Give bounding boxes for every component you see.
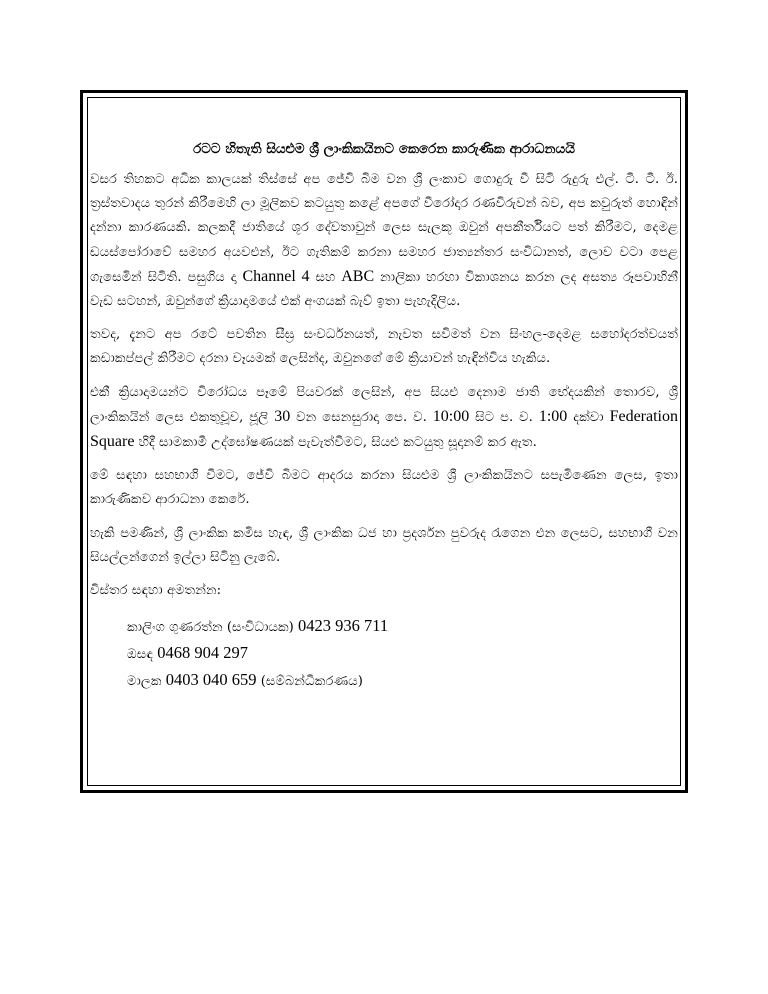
text-run: හිදී සාමකාමී උද්ඝෝෂණයක් පැවැත්වීමට, සියළු කටයුතු සූදානම් කර ඇත. bbox=[134, 435, 537, 451]
body-paragraph bbox=[90, 168, 678, 314]
more-info-label: විස්තර සඳහා අමතන්න: bbox=[90, 583, 222, 599]
text-run: එකී ක්‍රියාදාමයන්ට විරෝධය පෑමේ පියවරක් ලෙසින්, අප සියළු දෙනාම ජාති භේදයකින් තොරව, ශ්‍රී ලාංකිකයින් ලෙස එකතුවූව, ජූලි bbox=[90, 384, 678, 425]
contact-name: ඔසඳ bbox=[127, 647, 153, 663]
text-run: මේ සඳහා සහභාගි වීමට, ජේවි බිමට ආදරය කරනා සියළුම ශ්‍රී ලාංකිකයිනට සපැමිණෙන ලෙස, ඉතා කාරුණිකව ආරාධනා කෙරේ. bbox=[90, 468, 678, 508]
text-run: තවද, දැනට අප රටේ පවතින සීඝ්‍ර සංවර්ධනයත්, නැවත සවිමත් වන සිංහල-දෙමළ සහෝදරත්වයත් කඩාකප්පල් කිරීමට දරනා වෑයමක් ලෙසින්ද, ඔවුනගේ මේ ක්‍රියාවන් හැඳින්විය හැකිය. bbox=[90, 327, 678, 367]
latin-text-run: Federation Square bbox=[90, 407, 678, 451]
notice-title: රටට හිතැති සියළුම ශ්‍රී ලාංකිකයිනට කෙරෙන කාරුණික ආරාධනයයි bbox=[193, 141, 575, 157]
latin-text-run: 10:00 bbox=[432, 407, 470, 425]
latin-text-run: ABC bbox=[341, 267, 375, 285]
body-paragraph bbox=[90, 381, 678, 456]
latin-text-run: 1:00 bbox=[538, 407, 568, 425]
contact-phone: 0423 936 711 bbox=[298, 616, 389, 636]
text-run: සිට ප. ව. bbox=[469, 409, 539, 425]
text-run: හැකි පමණින්, ශ්‍රී ලාංකික කමිස හැඳ, ශ්‍රී ලාංකික ධජ හා ප්‍රදර්ශන පුවරුද රැගෙන එන ලෙසට, සහභාගී වන සියල්ලන්ගෙන් ඉල්ලා සිටිනු ලැබේ. bbox=[90, 525, 678, 565]
contact-name: මාලක bbox=[127, 674, 162, 690]
text-run: සහ bbox=[309, 269, 342, 285]
text-run: නාලිකා හරහා විකාශනය කරන ලද අසත්‍ය රූපවාහිනී වැඩ සටහන්, ඔවුන්ගේ ක්‍රියාදාමයේ එක් අංගයක් බැව් ඉතා පැහැදිලිය. bbox=[90, 269, 678, 310]
text-run: වසර තිහකට අධික කාලයක් තිස්සේ අප ජේවි බිම වන ශ්‍රී ලංකාව ගොදුරු වී සිටි රුදුරු එල්. ටී. ටී. ඊ. ත්‍රස්තවාදය තුරන් කිරීමෙහි ලා මූලිකව කටයුතු කළේ අපගේ වීරෝදාර රණවිරුවන් බව, අප කවුරුත් හොඳින් දන්නා කාරණයකි. කලකදී ජාතියේ ශූර දේවතාවුන් ලෙස සැලකූ ඔවුන් අපකීර්තියට පත් කිරීමට, දෙමළ ඩයස්පෝරාවේ සමහර අයවළුන්, ඊට ගැතිකම් කරනා සමහර ජාත්‍යන්තර සංවිධානත්, ලොව වටා පෙළ ගැසෙමින් සිටිති. පසුගිය දා bbox=[90, 172, 678, 285]
contact-role: (සම්බන්ධීකරණය) bbox=[260, 674, 363, 690]
text-run: වන සෙනසුරාදා පෙ. ව. bbox=[290, 409, 433, 425]
notice-content bbox=[88, 139, 680, 694]
notice-inner-border bbox=[87, 97, 681, 786]
contact-item bbox=[127, 613, 678, 640]
latin-text-run: Channel 4 bbox=[242, 267, 310, 285]
body-paragraph bbox=[90, 323, 678, 371]
contact-name: කාලිංග ගුණරත්න (සංවිධායක) bbox=[127, 620, 294, 636]
notice-frame bbox=[80, 90, 688, 793]
latin-text-run: 30 bbox=[274, 407, 291, 425]
contact-list bbox=[90, 613, 678, 694]
contact-phone: 0403 040 659 bbox=[165, 670, 257, 690]
contact-item bbox=[127, 640, 678, 667]
contact-item bbox=[127, 667, 678, 694]
contact-phone: 0468 904 297 bbox=[157, 643, 248, 663]
body-paragraph bbox=[90, 464, 678, 512]
notice-body bbox=[90, 168, 678, 570]
text-run: දක්වා bbox=[567, 409, 610, 425]
body-paragraph bbox=[90, 522, 678, 570]
